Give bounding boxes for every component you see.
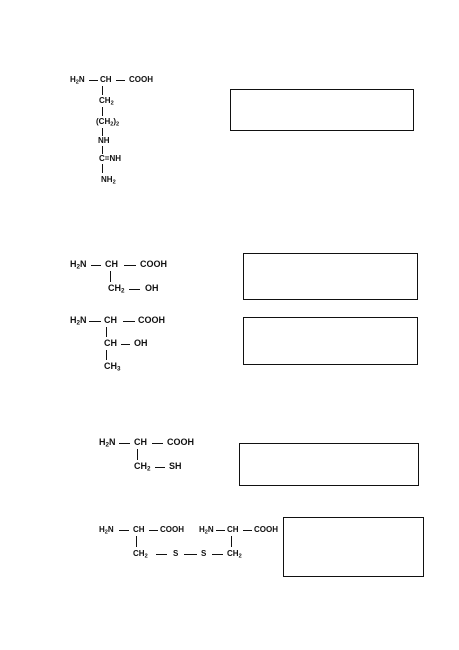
sulfur-right: S [201, 549, 207, 558]
ch2-group: $CH_2$ [134, 461, 151, 473]
hydroxyl-group: OH [134, 338, 148, 348]
bond [156, 554, 167, 555]
beta-carbon: CH [104, 338, 117, 348]
cysteine-answer-box[interactable] [239, 443, 419, 486]
carboxyl-group: COOH [129, 75, 153, 84]
bond [89, 321, 101, 322]
carboxyl-group: COOH [140, 259, 167, 269]
alpha-carbon: CH [104, 315, 117, 325]
alpha-carbon: CH [100, 75, 112, 84]
bond [231, 536, 232, 547]
carboxyl-group-left: COOH [160, 525, 184, 534]
ch2-group: $CH_2$ [99, 96, 114, 107]
bond [91, 265, 101, 266]
terminal-amino-group: $NH_2$ [101, 175, 116, 186]
bond [102, 128, 103, 136]
disulfide-bond [184, 554, 197, 555]
cystine-answer-box[interactable] [283, 517, 424, 577]
bond [102, 146, 103, 154]
amino-group: $H_2N$ [99, 437, 116, 449]
bond [106, 350, 107, 360]
amino-group: $H_2N$ [70, 259, 87, 271]
bond [110, 271, 111, 282]
bond [152, 443, 163, 444]
ch2-chain-group: $(CH_2)_2$ [96, 117, 120, 128]
imino-group: NH [98, 136, 110, 145]
arginine-answer-box[interactable] [230, 89, 414, 131]
methyl-group: $CH_3$ [104, 361, 121, 373]
bond [89, 80, 98, 81]
carboxyl-group: COOH [167, 437, 194, 447]
bond [216, 530, 225, 531]
amino-group: $H_2N$ [70, 75, 85, 86]
bond [243, 530, 252, 531]
guanidino-carbon: C=NH [99, 154, 122, 163]
ch2-group-right: $CH_2$ [227, 549, 242, 560]
carboxyl-group-right: COOH [254, 525, 278, 534]
bond [136, 536, 137, 547]
bond [137, 449, 138, 460]
bond [123, 321, 135, 322]
alpha-carbon: CH [134, 437, 147, 447]
bond [119, 443, 130, 444]
sulfur-left: S [173, 549, 179, 558]
amino-group: $H_2N$ [70, 315, 87, 327]
carboxyl-group: COOH [138, 315, 165, 325]
bond [102, 86, 103, 95]
threonine-answer-box[interactable] [243, 317, 418, 365]
bond [116, 80, 125, 81]
alpha-carbon-left: CH [133, 525, 145, 534]
bond [119, 530, 129, 531]
alpha-carbon: CH [105, 259, 118, 269]
bond [212, 554, 223, 555]
ch2-group: $CH_2$ [108, 283, 125, 295]
bond [102, 107, 103, 116]
serine-answer-box[interactable] [243, 253, 418, 300]
bond [149, 530, 158, 531]
bond [129, 289, 140, 290]
hydroxyl-group: OH [145, 283, 159, 293]
bond [155, 467, 165, 468]
amino-group-right: $H_2N$ [199, 525, 214, 536]
ch2-group-left: $CH_2$ [133, 549, 148, 560]
bond [121, 344, 130, 345]
bond [106, 327, 107, 337]
thiol-group: SH [169, 461, 182, 471]
bond [124, 265, 136, 266]
amino-group-left: $H_2N$ [99, 525, 114, 536]
bond [102, 164, 103, 173]
alpha-carbon-right: CH [227, 525, 239, 534]
